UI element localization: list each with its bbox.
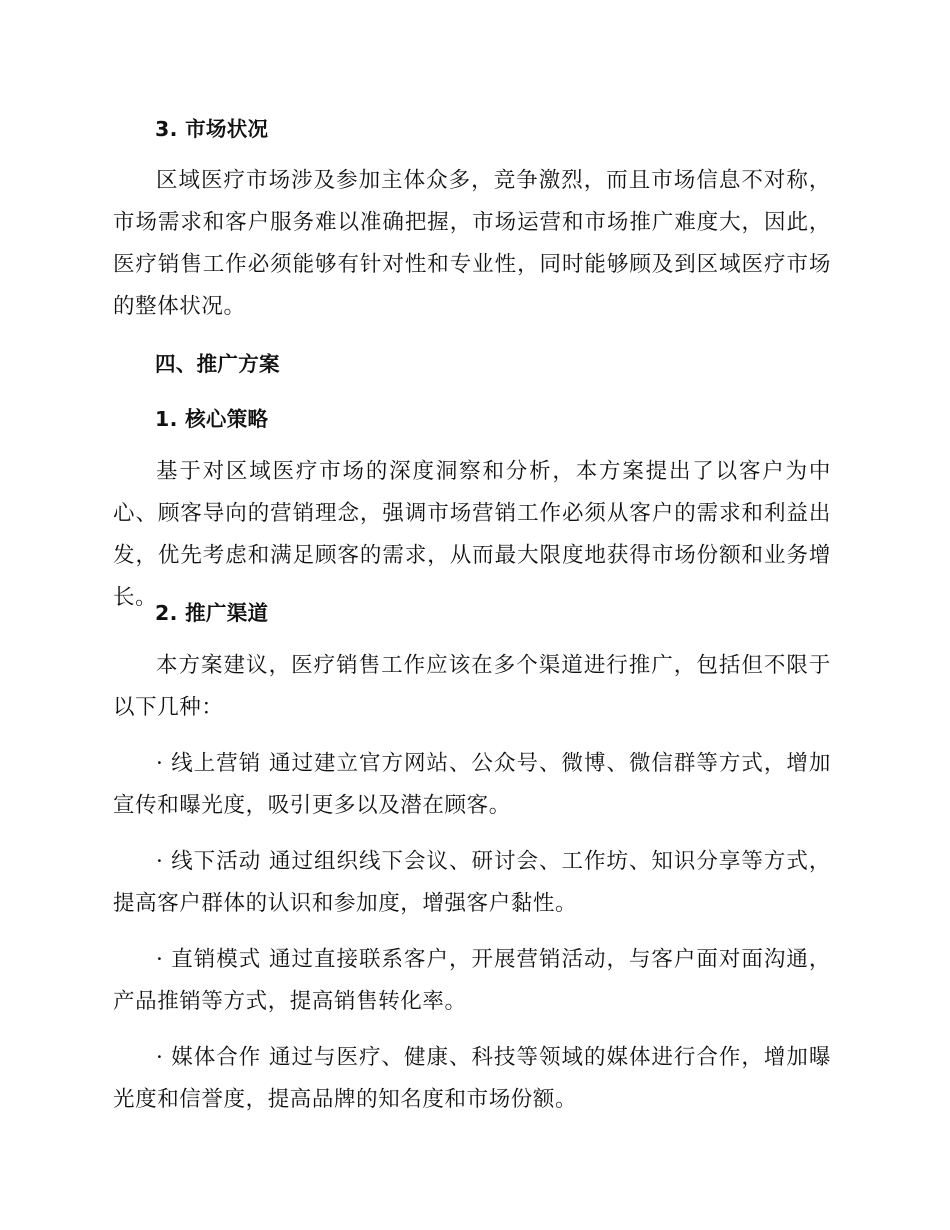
paragraph-core-strategy: 基于对区域医疗市场的深度洞察和分析，本方案提出了以客户为中心、顾客导向的营销理念，强调市场营销工作必须从客户的需求和利益出发，优先考虑和满足顾客的需求，从而最大限度地获得市场份额和业务增长。 bbox=[113, 459, 831, 610]
list-item-online-marketing: · 线上营销 通过建立官方网站、公众号、微博、微信群等方式，增加宣传和曝光度，吸引更多以及潜在顾客。 bbox=[113, 751, 831, 818]
section-heading-promotion-channels: 2. 推广渠道 bbox=[155, 601, 269, 625]
list-item-direct-sales: · 直销模式 通过直接联系客户，开展营销活动，与客户面对面沟通，产品推销等方式，提高销售转化率。 bbox=[113, 947, 831, 1014]
paragraph-market-status: 区域医疗市场涉及参加主体众多，竞争激烈，而且市场信息不对称，市场需求和客户服务难以准确把握，市场运营和市场推广难度大，因此，医疗销售工作必须能够有针对性和专业性，同时能够顾及到区域医疗市场的整体状况。 bbox=[113, 168, 831, 319]
section-heading-promotion-plan: 四、推广方案 bbox=[155, 352, 280, 376]
paragraph-channels-intro: 本方案建议，医疗销售工作应该在多个渠道进行推广，包括但不限于以下几种： bbox=[113, 653, 831, 720]
list-item-media-cooperation: · 媒体合作 通过与医疗、健康、科技等领域的媒体进行合作，增加曝光度和信誉度，提高品牌的知名度和市场份额。 bbox=[113, 1045, 831, 1112]
section-heading-core-strategy: 1. 核心策略 bbox=[155, 407, 269, 431]
list-item-offline-events: · 线下活动 通过组织线下会议、研讨会、工作坊、知识分享等方式，提高客户群体的认识和参加度，增强客户黏性。 bbox=[113, 849, 831, 916]
section-heading-market-status: 3. 市场状况 bbox=[155, 117, 269, 141]
